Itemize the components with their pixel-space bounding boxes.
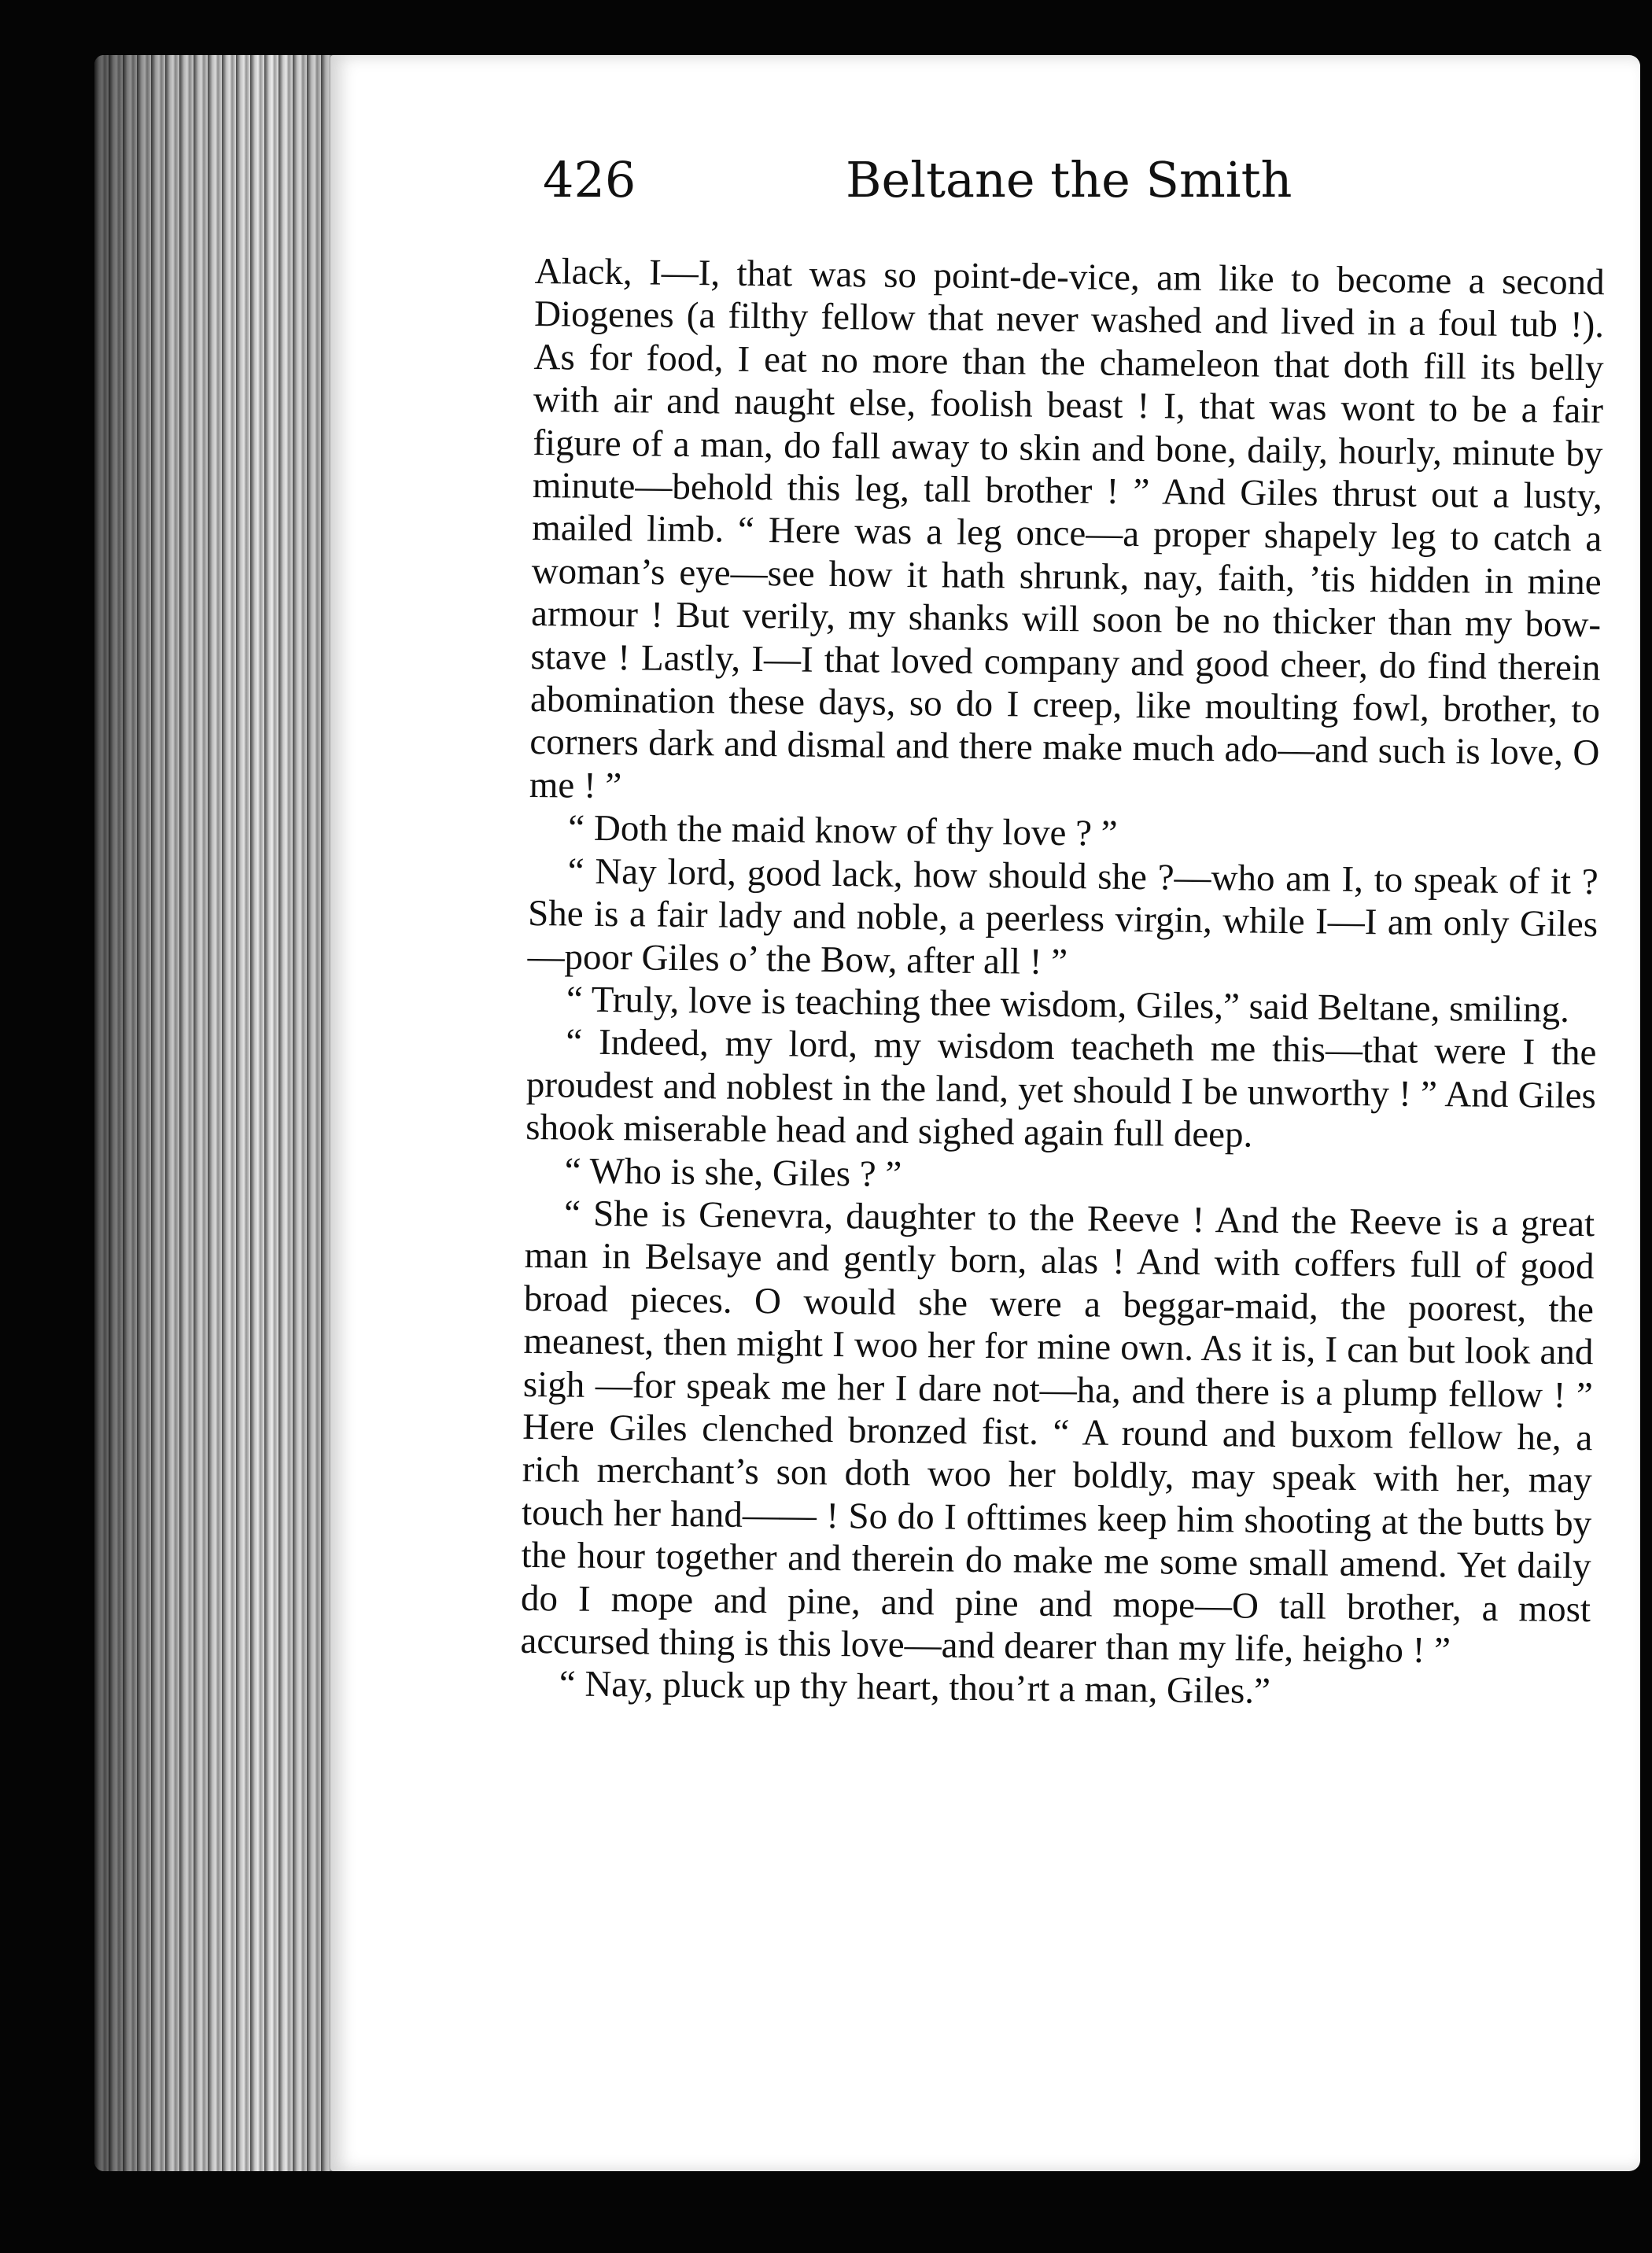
paragraph: Alack, I—I, that was so point-de-vice, am like to become a second Diogenes (a filthy fellow that never washed and lived in a foul tub !). As for food, I eat no more than the chameleon that doth fill its belly with air and naught else, foolish beast ! I, that was wont to be a fair figure of a man, do fall away to skin and bone, daily, hourly, minute by minute—behold this leg, tall brother ! ” And Giles thrust out a lusty, mailed limb. “ Here was a leg once—a proper shapely leg to catch a woman’s eye—see how it hath shrunk, nay, faith, ’tis hidden in mine armour ! But verily, my shanks will soon be no thicker than my bow-stave ! Lastly, I—I that loved company and good cheer, do find therein abomination these days, so do I creep, like moulting fowl, brother, to corners dark and dismal and there make much ado—and such is love, O me ! ” — [529, 250, 1605, 807]
page-number: 426 — [543, 151, 636, 208]
paragraph: “ She is Genevra, daughter to the Reeve ! And the Reeve is a great man in Belsaye and gently born, alas ! And with coffers full of good broad pieces. O would she were a beggar-maid, the poorest, the meanest, then might I woo her for mine own. As it is, I can but look and sigh —for speak me her I dare not—ha, and there is a plump fellow ! ” Here Giles clenched bronzed fist. “ A round and buxom fellow he, a rich merchant’s son doth woo her boldly, may speak with her, may touch her hand—— ! So do I ofttimes keep him shooting at the butts by the hour together and therein do make me some small amend. Yet daily do I mope and pine, and pine and mope—O tall brother, a most accursed thing is this love—and dearer than my life, heigho ! ” — [520, 1193, 1595, 1672]
paragraph: “ Doth the maid know of thy love ? ” — [568, 807, 1118, 855]
body-text — [520, 250, 1605, 1716]
paragraph: “ Nay, pluck up thy heart, thou’rt a man, Giles.” — [559, 1663, 1271, 1713]
page-edge-shadow — [94, 55, 354, 2171]
running-title: Beltane the Smith — [846, 151, 1292, 208]
paragraph: “ Truly, love is teaching thee wisdom, Giles,” said Beltane, smiling. — [566, 979, 1570, 1031]
running-head — [543, 151, 1322, 222]
paragraph: “ Indeed, my lord, my wisdom teacheth me this—that were I the proudest and noblest in the land, yet should I be unworthy ! ” And Giles shook miserable head and sighed again full deep. — [525, 1021, 1597, 1156]
paragraph: “ Who is she, Giles ? ” — [564, 1149, 902, 1195]
paragraph: “ Nay lord, good lack, how should she ?—who am I, to speak of it ? She is a fair lady and noble, a peerless virgin, while I—I am only Giles—poor Giles o’ the Bow, after all ! ” — [527, 850, 1599, 983]
